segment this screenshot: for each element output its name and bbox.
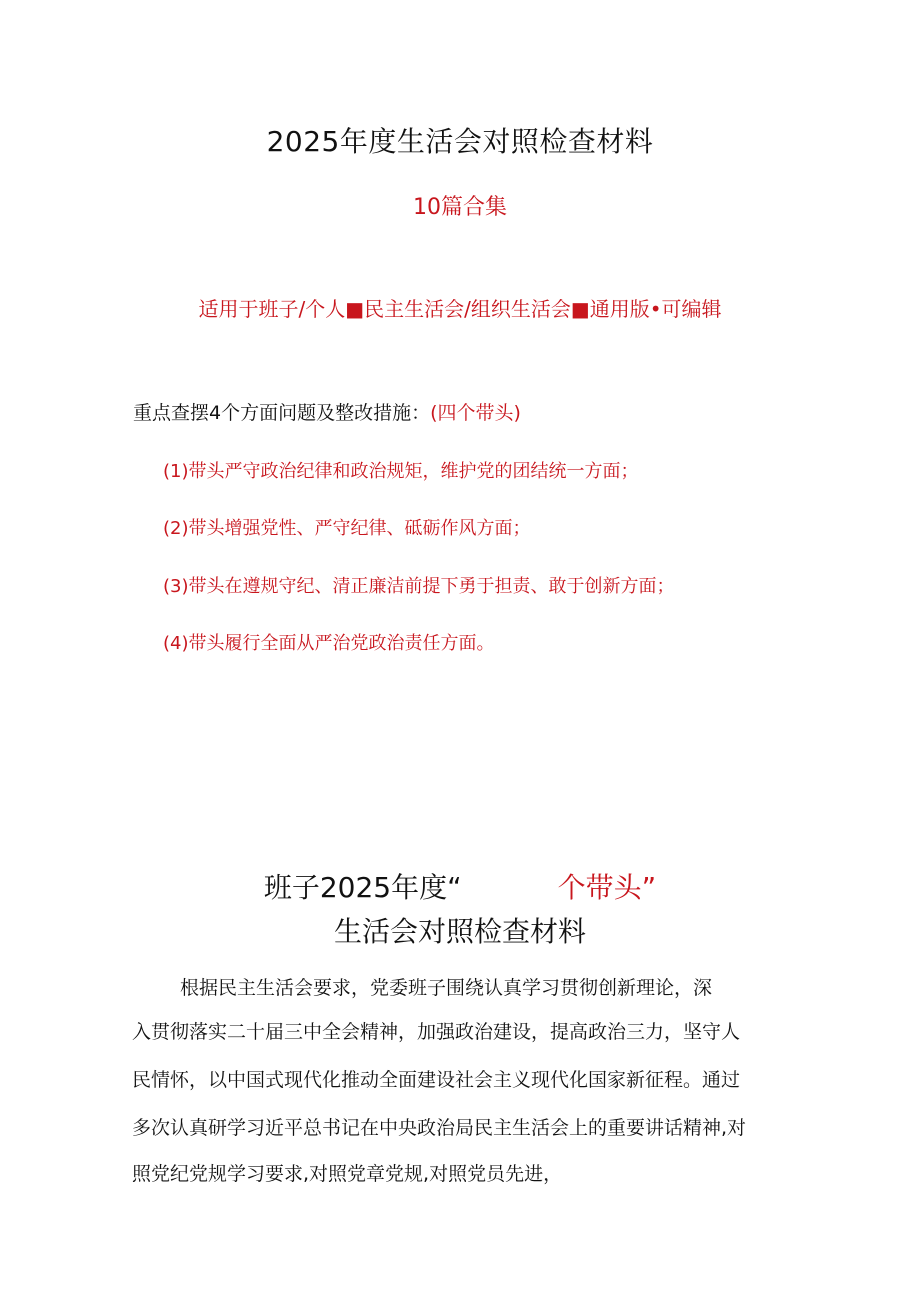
focus-item-2: (2)带头增强党性、严守纪律、砥砺作风方面； (163, 518, 531, 539)
paragraph-line-4: 多次认真研学习近平总书记在中央政治局民主生活会上的重要讲话精神,对 (132, 1117, 747, 1139)
focus-item-4: (4)带头履行全面从严治党政治责任方面。 (163, 633, 495, 654)
paragraph-line-2: 入贯彻落实二十届三中全会精神，加强政治建设，提高政治三力，坚守人 (132, 1021, 741, 1043)
focus-item-3: (3)带头在遵规守纪、清正廉洁前提下勇于担责、敢于创新方面； (163, 576, 675, 597)
focus-heading-tag: (四个带头) (430, 402, 521, 424)
cover-title: 2025年度生活会对照检查材料 (266, 125, 654, 158)
document-title-black: 班子2025年度“ (263, 871, 462, 904)
document-title-red: 个带头” (557, 871, 657, 904)
focus-item-1: (1)带头严守政治纪律和政治规矩，维护党的团结统一方面； (163, 461, 639, 482)
paragraph-line-1: 根据民主生活会要求，党委班子围绕认真学习贯彻创新理论，深 (180, 977, 713, 999)
focus-heading-text: 重点查摆4个方面问题及整改措施： (133, 402, 431, 424)
document-title-line-1 (0, 866, 920, 906)
paragraph-line-5: 照党纪党规学习要求,对照党章党规,对照党员先进， (132, 1163, 563, 1185)
paragraph-line-3: 民情怀，以中国式现代化推动全面建设社会主义现代化国家新征程。通过 (132, 1069, 741, 1091)
cover-subtitle: 10篇合集 (413, 195, 507, 220)
applicability-note: 适用于班子/个人■民主生活会/组织生活会■通用版•可编辑 (198, 297, 722, 321)
document-title-line-2: 生活会对照检查材料 (333, 915, 586, 948)
focus-heading (133, 398, 521, 425)
